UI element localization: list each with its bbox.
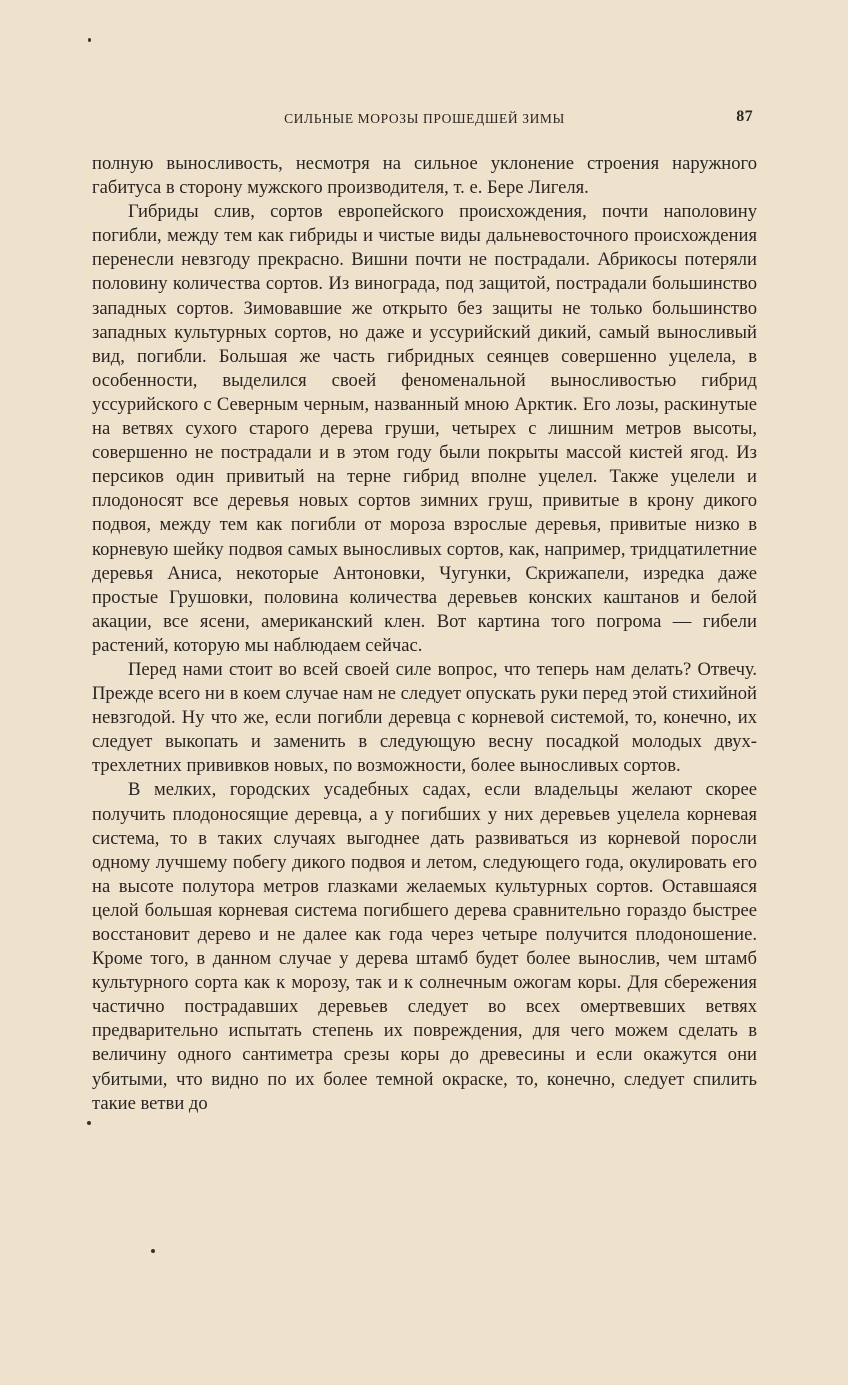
body-text <box>92 152 757 1116</box>
paragraph: В мелких, городских усадебных садах, если владельцы желают скорее получить плодоносящие деревца, а у погибших у них деревьев уцелела корневая система, то в таких случаях выгоднее дать развиваться из корневой поросли одному лучшему побегу дикого подвоя и летом, следующего года, окулировать его на высоте полутора метров глазками желаемых культурных сортов. Оставшаяся целой большая корневая система погибшего дерева сравнительно гораздо быстрее восстановит дерево и не далее как года через четыре получится плодоношение. Кроме того, в данном случае у дерева штамб будет более вынослив, чем штамб культурного сорта как к морозу, так и к солнечным ожогам коры. Для сбережения частично пострадавших деревьев следует во всех омертвевших ветвях предварительно испытать степень их повреждения, для чего можем сделать в величину одного сантиметра срезы коры до древесины и если окажутся они убитыми, что видно по их более темной окраске, то, конечно, следует спилить такие ветви до <box>92 779 757 1114</box>
running-title: СИЛЬНЫЕ МОРОЗЫ ПРОШЕДШЕЙ ЗИМЫ <box>284 111 565 126</box>
paragraph: Гибриды слив, сортов европейского происхождения, почти наполовину погибли, между тем как гибриды и чистые виды дальневосточного происхождения перенесли невзгоду прекрасно. Вишни почти не пострадали. Абрикосы потеряли половину количества сортов. Из винограда, под защитой, пострадали большинство западных сортов. Зимовавшие же открыто без защиты не только большинство западных культурных сортов, но даже и уссурийский дикий, самый выносливый вид, погибли. Большая же часть гибридных сеянцев совершенно уцелела, в особенности, выделился своей феноменальной выносливостью гибрид уссурийского с Северным черным, названный мною Арктик. Его лозы, раскинутые на ветвях сухого старого дерева груши, четырех с лишним метров высоты, совершенно не пострадали и в этом году были покрыты массой кистей ягод. Из персиков один привитый на терне гибрид вполне уцелел. Также уцелели и плодоносят все деревья новых сортов зимних груш, привитые в крону дикого подвоя, между тем как погибли от мороза взрослые деревья, привитые низко в корневую шейку подвоя самых выносливых сортов, как, например, тридцатилетние деревья Аниса, некоторые Антоновки, Чугунки, Скрижапели, изредка даже простые Грушовки, половина количества деревьев конских каштанов и белой акации, все ясени, американский клен. Вот картина того погрома — гибели растений, которую мы наблюдаем сейчас. <box>92 201 757 656</box>
page-number: 87 <box>736 108 753 125</box>
running-header <box>92 108 757 130</box>
paragraph: Перед нами стоит во всей своей силе вопрос, что теперь нам делать? Отвечу. Прежде всего ни в коем случае нам не следует опускать руки перед этой стихийной невзгодой. Ну что же, если погибли деревца с корневой системой, то, конечно, их следует выкопать и заменить в следующую весну посадкой молодых двух-трехлетних прививков новых, по возможности, более выносливых сортов. <box>92 658 757 777</box>
paper-speck <box>87 1121 91 1125</box>
book-page <box>92 108 757 1116</box>
paragraph-continuation: полную выносливость, несмотря на сильное уклонение строения наружного габитуса в сторону мужского производителя, т. е. Бере Лигеля. <box>92 153 757 199</box>
paper-speck <box>88 38 91 42</box>
paper-speck <box>151 1249 155 1253</box>
